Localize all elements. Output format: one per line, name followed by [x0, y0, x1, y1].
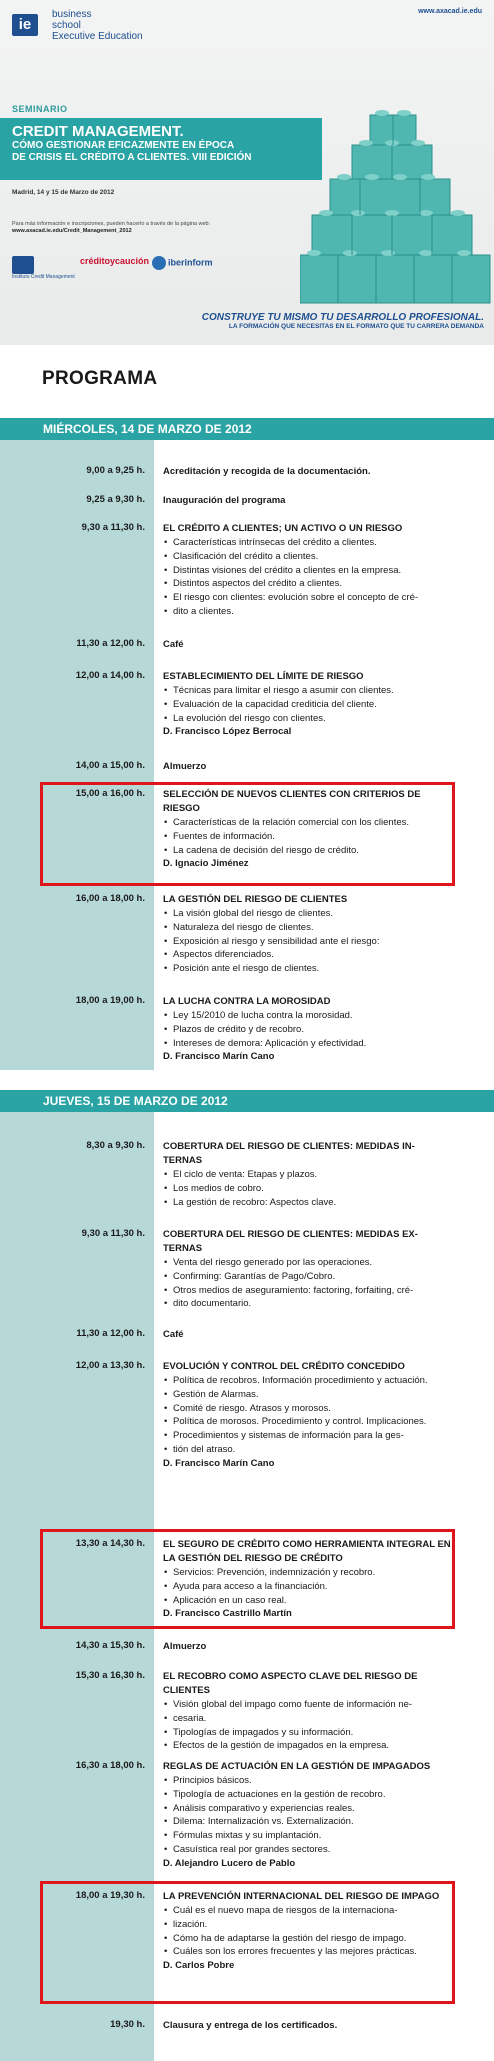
session-title: COBERTURA DEL RIESGO DE CLIENTES: MEDIDAS EX-TERNAS — [163, 1229, 418, 1254]
session-time: 14,00 a 15,00 h. — [75, 760, 145, 771]
session-title: EL RECOBRO COMO ASPECTO CLAVE DEL RIESGO DE CLIENTES — [163, 1671, 418, 1696]
session-topics-list — [163, 816, 453, 857]
session-topic: • Visión global del impago como fuente de información ne- — [163, 1698, 453, 1712]
session-content — [163, 1228, 453, 1311]
session-topic: • Exposición al riesgo y sensibilidad ante el riesgo: — [163, 935, 453, 949]
session-time: 9,25 a 9,30 h. — [86, 494, 145, 505]
sponsor-iberinform — [152, 256, 213, 270]
session-time: 12,00 a 14,00 h. — [75, 670, 145, 681]
session-title: LA LUCHA CONTRA LA MOROSIDAD — [163, 996, 331, 1007]
session-content — [163, 1890, 453, 1973]
tagline — [202, 312, 484, 330]
school-line-1: business — [52, 9, 92, 20]
session-title: SELECCIÓN DE NUEVOS CLIENTES CON CRITERIOS DE RIESGO — [163, 789, 421, 814]
session-topic: • Aspectos diferenciados. — [163, 948, 453, 962]
session-topics-list — [163, 907, 453, 976]
tagline-main: CONSTRUYE TU MISMO TU DESARROLLO PROFESIONAL. — [201, 312, 484, 323]
session-content — [163, 465, 453, 479]
session-topic: • El riesgo con clientes: evolución sobre el concepto de cré- — [163, 591, 453, 605]
session-title: Café — [163, 1329, 184, 1340]
session-title: EL CRÉDITO A CLIENTES; UN ACTIVO O UN RIESGO — [163, 523, 403, 534]
session-speaker: D. Ignacio Jiménez — [163, 858, 249, 870]
seminar-date: Madrid, 14 y 15 de Marzo de 2012 — [12, 189, 115, 196]
session-time: 16,00 a 18,00 h. — [75, 893, 145, 904]
session-topic: • Cuál es el nuevo mapa de riesgos de la internaciona- — [163, 1904, 453, 1918]
session-topic: • Otros medios de aseguramiento: factoring, forfaiting, cré- — [163, 1284, 453, 1298]
session-content — [163, 638, 453, 652]
school-name — [52, 9, 172, 42]
session-topic: • Confirming: Garantías de Pago/Cobro. — [163, 1270, 453, 1284]
session-topic: • Política de morosos. Procedimiento y control. Implicaciones. — [163, 1415, 453, 1429]
session-title: EVOLUCIÓN Y CONTROL DEL CRÉDITO CONCEDIDO — [163, 1361, 405, 1372]
session-time: 15,30 a 16,30 h. — [75, 1670, 145, 1681]
session-content — [163, 760, 453, 774]
session-topic: • Distintos aspectos del crédito a clientes. — [163, 577, 453, 591]
session-topic: • lización. — [163, 1918, 453, 1932]
session-time: 14,30 a 15,30 h. — [75, 1640, 145, 1651]
session-title: Acreditación y recogida de la documentación. — [163, 466, 371, 477]
session-topic: • Cómo ha de adaptarse la gestión del riesgo de impago. — [163, 1932, 453, 1946]
session-topic: • Política de recobros. Información procedimiento y actuación. — [163, 1374, 453, 1388]
session-topic: • Cuáles son los errores frecuentes y las mejores prácticas. — [163, 1945, 453, 1959]
iberinform-logo-icon — [152, 256, 166, 270]
day1-time-column — [0, 440, 154, 1070]
session-content — [163, 670, 453, 739]
session-speaker: D. Francisco López Berrocal — [163, 726, 292, 738]
session-topic: • Tipología de actuaciones en la gestión de recobro. — [163, 1788, 453, 1802]
day2-header: JUEVES, 15 DE MARZO DE 2012 — [0, 1090, 494, 1112]
session-topic: • Aplicación en un caso real. — [163, 1594, 453, 1608]
registration-link[interactable]: www.axacad.ie.edu/Credit_Management_2012 — [12, 228, 132, 234]
session-topic: • Análisis comparativo y experiencias reales. — [163, 1802, 453, 1816]
sponsor-iberinform-label: iberinform — [168, 257, 213, 268]
session-topic: • Intereses de demora: Aplicación y efectividad. — [163, 1037, 453, 1051]
tagline-sub: LA FORMACIÓN QUE NECESITAS EN EL FORMATO QUE TU CARRERA DEMANDA — [228, 323, 484, 330]
session-speaker: D. Francisco Marín Cano — [163, 1457, 275, 1469]
session-topic: • Tipologías de impagados y su información. — [163, 1726, 453, 1740]
session-content — [163, 893, 453, 976]
session-title: EL SEGURO DE CRÉDITO COMO HERRAMIENTA INTEGRAL EN LA GESTIÓN DEL RIESGO DE CRÉDITO — [163, 1539, 451, 1564]
session-topic: • dito documentario. — [163, 1297, 453, 1311]
session-time: 9,30 a 11,30 h. — [81, 522, 145, 533]
session-topics-list — [163, 1256, 453, 1311]
registration-text: Para más información e inscripciones, pueden hacerlo a través de la página web: — [12, 221, 211, 227]
session-topic: • Fuentes de información. — [163, 830, 453, 844]
session-content — [163, 1360, 453, 1471]
session-content — [163, 2019, 453, 2033]
session-time: 8,30 a 9,30 h. — [86, 1140, 145, 1151]
session-speaker: D. Francisco Castrillo Martín — [163, 1608, 292, 1620]
session-content — [163, 1640, 453, 1654]
session-topic: • Fórmulas mixtas y su implantación. — [163, 1829, 453, 1843]
session-time: 11,30 a 12,00 h. — [76, 638, 145, 649]
session-topics-list — [163, 1374, 453, 1457]
seminar-title-band — [0, 118, 322, 180]
session-title: Café — [163, 639, 184, 650]
seminar-subtitle-1: CÓMO GESTIONAR EFICAZMENTE EN ÉPOCA — [12, 140, 235, 151]
session-title: Inauguración del programa — [163, 495, 286, 506]
ie-logo: ie — [12, 14, 38, 36]
session-topic: • Posición ante el riesgo de clientes. — [163, 962, 453, 976]
session-topic: • Clasificación del crédito a clientes. — [163, 550, 453, 564]
session-topic: • Gestión de Alarmas. — [163, 1388, 453, 1402]
session-topic: • Características intrínsecas del crédito a clientes. — [163, 536, 453, 550]
icm-logo-icon — [12, 256, 34, 274]
session-time: 16,30 a 18,00 h. — [75, 1760, 145, 1771]
sponsor-credito-caucion: créditoycaución — [80, 256, 150, 266]
session-topics-list — [163, 1168, 453, 1209]
session-time: 11,30 a 12,00 h. — [76, 1328, 145, 1339]
session-topic: • dito a clientes. — [163, 605, 453, 619]
session-topic: • Plazos de crédito y de recobro. — [163, 1023, 453, 1037]
session-topic: • cesaria. — [163, 1712, 453, 1726]
session-topic: • Procedimientos y sistemas de información para la ges- — [163, 1429, 453, 1443]
session-time: 9,30 a 11,30 h. — [81, 1228, 145, 1239]
seminar-title: CREDIT MANAGEMENT. — [12, 123, 184, 140]
session-topic: • Dilema: Internalización vs. Externalización. — [163, 1815, 453, 1829]
session-topics-list — [163, 1566, 453, 1607]
session-topic: • Naturaleza del riesgo de clientes. — [163, 921, 453, 935]
session-speaker: D. Alejandro Lucero de Pablo — [163, 1857, 296, 1869]
session-content — [163, 1538, 453, 1621]
session-topic: • La gestión de recobro: Aspectos clave. — [163, 1196, 453, 1210]
session-topic: • Ley 15/2010 de lucha contra la morosidad. — [163, 1009, 453, 1023]
school-line-2: school — [52, 20, 81, 31]
lego-cubes-illustration — [300, 95, 494, 310]
session-topics-list — [163, 536, 453, 619]
session-title: LA GESTIÓN DEL RIESGO DE CLIENTES — [163, 894, 348, 905]
sponsor-icm — [12, 256, 75, 280]
session-content — [163, 788, 453, 871]
session-topic: • Casuística real por grandes sectores. — [163, 1843, 453, 1857]
day1-header: MIÉRCOLES, 14 DE MARZO DE 2012 — [0, 418, 494, 440]
programa-heading: PROGRAMA — [42, 368, 158, 389]
sponsor-icm-label: Instituto Credit Management — [12, 274, 75, 280]
session-time: 18,00 a 19,00 h. — [75, 995, 145, 1006]
session-topics-list — [163, 1698, 453, 1753]
session-title: REGLAS DE ACTUACIÓN EN LA GESTIÓN DE IMPAGADOS — [163, 1761, 431, 1772]
session-topic: • tión del atraso. — [163, 1443, 453, 1457]
session-content — [163, 1328, 453, 1342]
session-title: Almuerzo — [163, 761, 207, 772]
session-topic: • El ciclo de venta: Etapas y plazos. — [163, 1168, 453, 1182]
session-time: 15,00 a 16,00 h. — [75, 788, 145, 799]
session-speaker: D. Francisco Marín Cano — [163, 1051, 275, 1063]
website-link[interactable]: www.axacad.ie.edu — [418, 8, 482, 15]
session-topics-list — [163, 684, 453, 725]
session-topic: • La evolución del riesgo con clientes. — [163, 712, 453, 726]
session-topic: • Los medios de cobro. — [163, 1182, 453, 1196]
session-topic: • Servicios: Prevención, indemnización y recobro. — [163, 1566, 453, 1580]
session-time: 19,30 h. — [110, 2019, 145, 2030]
session-topic: • La cadena de decisión del riesgo de crédito. — [163, 844, 453, 858]
session-topics-list — [163, 1009, 453, 1050]
session-topics-list — [163, 1774, 453, 1857]
session-topic: • Distintas visiones del crédito a clientes en la empresa. — [163, 564, 453, 578]
session-topic: • Características de la relación comercial con los clientes. — [163, 816, 453, 830]
session-topics-list — [163, 1904, 453, 1959]
session-content — [163, 1760, 453, 1871]
session-topic: • La visión global del riesgo de clientes. — [163, 907, 453, 921]
session-time: 9,00 a 9,25 h. — [86, 465, 145, 476]
session-time: 13,30 a 14,30 h. — [75, 1538, 145, 1549]
session-content — [163, 1670, 453, 1753]
session-content — [163, 494, 453, 508]
seminar-label: SEMINARIO — [12, 104, 68, 114]
registration-info — [12, 221, 212, 235]
seminar-subtitle-2: DE CRISIS EL CRÉDITO A CLIENTES. VIII EDICIÓN — [12, 152, 252, 163]
session-topic: • Principios básicos. — [163, 1774, 453, 1788]
school-line-3: Executive Education — [52, 31, 143, 42]
session-time: 12,00 a 13,30 h. — [75, 1360, 145, 1371]
session-content — [163, 522, 453, 619]
session-time: 18,00 a 19,30 h. — [75, 1890, 145, 1901]
session-content — [163, 995, 453, 1064]
session-content — [163, 1140, 453, 1209]
session-title: COBERTURA DEL RIESGO DE CLIENTES: MEDIDAS IN-TERNAS — [163, 1141, 415, 1166]
session-title: Clausura y entrega de los certificados. — [163, 2020, 338, 2031]
session-title: Almuerzo — [163, 1641, 207, 1652]
session-topic: • Efectos de la gestión de impagados en la empresa. — [163, 1739, 453, 1753]
session-topic: • Comité de riesgo. Atrasos y morosos. — [163, 1402, 453, 1416]
seminar-header — [0, 0, 494, 345]
session-topic: • Evaluación de la capacidad crediticia del cliente. — [163, 698, 453, 712]
session-topic: • Ayuda para acceso a la financiación. — [163, 1580, 453, 1594]
session-speaker: D. Carlos Pobre — [163, 1960, 235, 1972]
session-title: LA PREVENCIÓN INTERNACIONAL DEL RIESGO DE IMPAGO — [163, 1891, 440, 1902]
session-title: ESTABLECIMIENTO DEL LÍMITE DE RIESGO — [163, 671, 364, 682]
session-topic: • Técnicas para limitar el riesgo a asumir con clientes. — [163, 684, 453, 698]
session-topic: • Venta del riesgo generado por las operaciones. — [163, 1256, 453, 1270]
